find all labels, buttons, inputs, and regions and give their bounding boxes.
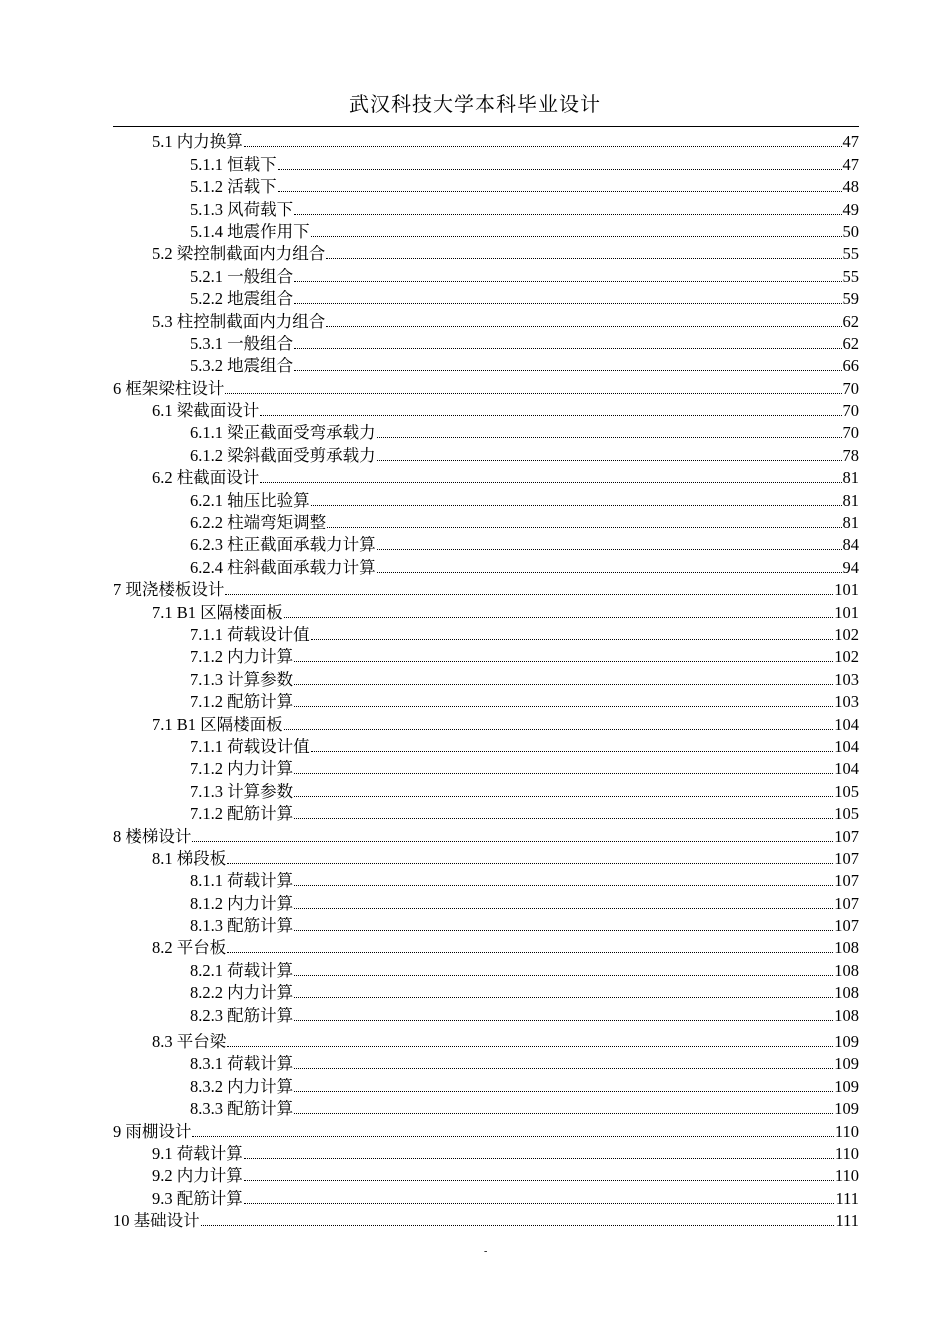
toc-entry-page-number: 108 bbox=[834, 983, 859, 1003]
toc-entry-title: 9.2 内力计算 bbox=[152, 1165, 243, 1187]
toc-entry-page-number: 102 bbox=[834, 624, 859, 644]
toc-entry[interactable] bbox=[113, 437, 859, 465]
toc-entry[interactable] bbox=[113, 930, 859, 958]
toc-entry-page-number: 110 bbox=[834, 1166, 859, 1186]
toc-entry-title: 5.3.2 地震组合 bbox=[190, 355, 293, 377]
toc-entry-title: 6.2 柱截面设计 bbox=[152, 467, 259, 489]
toc-entry-page-number: 105 bbox=[834, 804, 859, 824]
toc-entry[interactable] bbox=[113, 997, 859, 1025]
dot-leader bbox=[278, 169, 842, 192]
toc-entry-page-number: 70 bbox=[842, 423, 859, 443]
toc-entry[interactable] bbox=[113, 1113, 859, 1141]
toc-entry[interactable] bbox=[113, 460, 859, 488]
dot-leader bbox=[294, 191, 841, 214]
toc-entry-title: 5.3.1 一般组合 bbox=[190, 333, 293, 355]
dot-leader bbox=[225, 370, 841, 393]
toc-entry[interactable] bbox=[113, 841, 859, 868]
dot-leader bbox=[294, 348, 841, 371]
dot-leader bbox=[377, 415, 842, 438]
dot-leader bbox=[294, 1091, 833, 1114]
toc-entry-title: 8 楼梯设计 bbox=[113, 826, 191, 848]
toc-entry-page-number: 50 bbox=[842, 221, 859, 241]
dot-leader bbox=[377, 437, 842, 460]
toc-entry[interactable] bbox=[113, 885, 859, 913]
toc-entry-title: 5.1.4 地震作用下 bbox=[190, 221, 310, 243]
toc-entry-page-number: 109 bbox=[834, 1032, 859, 1052]
table-of-contents bbox=[113, 124, 859, 1231]
toc-entry[interactable] bbox=[113, 661, 859, 689]
toc-entry-title: 7.1.3 计算参数 bbox=[190, 781, 293, 803]
dot-leader bbox=[377, 549, 842, 572]
dot-leader bbox=[294, 885, 833, 908]
dot-leader bbox=[294, 997, 833, 1020]
toc-entry[interactable] bbox=[113, 706, 859, 734]
toc-entry-page-number: 111 bbox=[835, 1188, 859, 1208]
toc-entry-title: 8.1.3 配筋计算 bbox=[190, 915, 293, 937]
toc-entry-title: 7.1 B1 区隔楼面板 bbox=[152, 714, 283, 736]
toc-entry[interactable] bbox=[113, 146, 859, 174]
toc-entry[interactable] bbox=[113, 1203, 859, 1231]
toc-entry[interactable] bbox=[113, 348, 859, 376]
toc-entry-title: 5.1 内力换算 bbox=[152, 131, 243, 153]
dot-leader bbox=[294, 684, 833, 707]
toc-entry[interactable] bbox=[113, 975, 859, 1003]
toc-entry-title: 5.2 梁控制截面内力组合 bbox=[152, 243, 325, 265]
toc-entry[interactable] bbox=[113, 908, 859, 936]
toc-entry[interactable] bbox=[113, 1091, 859, 1119]
toc-entry[interactable] bbox=[113, 1068, 859, 1096]
dot-leader bbox=[244, 1158, 834, 1181]
toc-entry[interactable] bbox=[113, 1136, 859, 1163]
toc-entry[interactable] bbox=[113, 258, 859, 286]
dot-leader bbox=[294, 281, 841, 304]
dot-leader bbox=[227, 841, 833, 864]
toc-entry-title: 8.1 梯段板 bbox=[152, 848, 226, 870]
toc-entry[interactable] bbox=[113, 818, 859, 846]
dot-leader bbox=[227, 930, 833, 953]
toc-entry-page-number: 81 bbox=[842, 513, 859, 533]
toc-entry-page-number: 94 bbox=[842, 557, 859, 577]
toc-entry[interactable] bbox=[113, 952, 859, 980]
dot-leader bbox=[284, 594, 834, 617]
toc-entry-page-number: 84 bbox=[842, 535, 859, 555]
toc-entry-page-number: 66 bbox=[842, 356, 859, 376]
toc-entry[interactable] bbox=[113, 594, 859, 622]
toc-entry[interactable] bbox=[113, 1046, 859, 1074]
toc-entry-title: 8.3.3 配筋计算 bbox=[190, 1098, 293, 1120]
toc-entry-page-number: 78 bbox=[842, 445, 859, 465]
toc-entry-page-number: 109 bbox=[834, 1099, 859, 1119]
toc-entry-page-number: 105 bbox=[834, 781, 859, 801]
toc-entry-title: 8.1.1 荷载计算 bbox=[190, 870, 293, 892]
toc-entry-title: 8.2 平台板 bbox=[152, 937, 226, 959]
toc-entry[interactable] bbox=[113, 527, 859, 555]
toc-entry-title: 7 现浇楼板设计 bbox=[113, 579, 224, 601]
toc-entry-title: 7.1.3 计算参数 bbox=[190, 669, 293, 691]
toc-entry-page-number: 102 bbox=[834, 647, 859, 667]
page-header-title: 武汉科技大学本科毕业设计 bbox=[349, 94, 601, 116]
toc-entry-page-number: 59 bbox=[842, 289, 859, 309]
dot-leader bbox=[326, 303, 841, 326]
toc-entry-page-number: 107 bbox=[834, 848, 859, 868]
toc-entry-page-number: 110 bbox=[834, 1121, 859, 1141]
dot-leader bbox=[294, 326, 841, 349]
toc-entry-title: 8.2.2 内力计算 bbox=[190, 982, 293, 1004]
toc-entry-title: 8.3.1 荷载计算 bbox=[190, 1053, 293, 1075]
dot-leader bbox=[294, 773, 833, 796]
toc-entry-title: 6.1 梁截面设计 bbox=[152, 400, 259, 422]
toc-entry-page-number: 48 bbox=[842, 177, 859, 197]
toc-entry-page-number: 111 bbox=[835, 1211, 859, 1231]
dot-leader bbox=[294, 863, 833, 886]
toc-entry-title: 5.2.2 地震组合 bbox=[190, 288, 293, 310]
toc-entry[interactable] bbox=[113, 572, 859, 600]
toc-entry[interactable] bbox=[113, 549, 859, 577]
toc-entry-page-number: 108 bbox=[834, 1005, 859, 1025]
toc-entry[interactable] bbox=[113, 370, 859, 398]
dot-leader bbox=[294, 908, 833, 931]
dot-leader bbox=[294, 661, 833, 684]
toc-entry-title: 8.2.1 荷载计算 bbox=[190, 960, 293, 982]
dot-leader bbox=[227, 1024, 833, 1047]
toc-entry[interactable] bbox=[113, 773, 859, 801]
dot-leader bbox=[311, 482, 842, 505]
dot-leader bbox=[311, 729, 834, 752]
toc-entry[interactable] bbox=[113, 482, 859, 510]
dot-leader bbox=[284, 706, 834, 729]
toc-entry[interactable] bbox=[113, 505, 859, 533]
toc-entry-title: 5.3 柱控制截面内力组合 bbox=[152, 311, 325, 333]
toc-entry-page-number: 103 bbox=[834, 669, 859, 689]
toc-entry[interactable] bbox=[113, 1024, 859, 1052]
toc-entry[interactable] bbox=[113, 729, 859, 756]
toc-entry-title: 5.1.1 恒载下 bbox=[190, 154, 277, 176]
dot-leader bbox=[327, 505, 841, 528]
dot-leader bbox=[294, 1068, 833, 1091]
toc-entry[interactable] bbox=[113, 236, 859, 264]
toc-entry-page-number: 108 bbox=[834, 938, 859, 958]
dot-leader bbox=[377, 527, 842, 550]
toc-entry-title: 7.1.2 内力计算 bbox=[190, 758, 293, 780]
dot-leader bbox=[294, 796, 833, 819]
toc-entry-page-number: 107 bbox=[834, 916, 859, 936]
toc-entry-page-number: 47 bbox=[842, 132, 859, 152]
toc-entry-title: 8.3 平台梁 bbox=[152, 1031, 226, 1053]
toc-entry-title: 7.1.1 荷载设计值 bbox=[190, 736, 310, 758]
toc-entry-page-number: 55 bbox=[842, 244, 859, 264]
toc-entry-title: 10 基础设计 bbox=[113, 1210, 200, 1232]
toc-entry[interactable] bbox=[113, 303, 859, 331]
toc-entry-title: 5.1.3 风荷载下 bbox=[190, 199, 293, 221]
toc-entry-page-number: 104 bbox=[834, 759, 859, 779]
dot-leader bbox=[294, 975, 833, 998]
toc-entry-title: 9.3 配筋计算 bbox=[152, 1188, 243, 1210]
dot-leader bbox=[244, 1180, 835, 1203]
toc-entry-title: 6.2.3 柱正截面承载力计算 bbox=[190, 534, 376, 556]
toc-entry-title: 5.1.2 活载下 bbox=[190, 176, 277, 198]
dot-leader bbox=[192, 818, 833, 841]
toc-entry-title: 9.1 荷载计算 bbox=[152, 1143, 243, 1165]
toc-entry-title: 7.1.2 配筋计算 bbox=[190, 803, 293, 825]
toc-entry-title: 8.1.2 内力计算 bbox=[190, 893, 293, 915]
toc-entry-page-number: 104 bbox=[834, 714, 859, 734]
toc-entry[interactable] bbox=[113, 684, 859, 712]
toc-entry-page-number: 110 bbox=[834, 1143, 859, 1163]
toc-entry-page-number: 49 bbox=[842, 199, 859, 219]
dot-leader bbox=[260, 460, 841, 483]
toc-entry-title: 6.1.2 梁斜截面受剪承载力 bbox=[190, 445, 376, 467]
toc-entry-page-number: 101 bbox=[834, 580, 859, 600]
toc-entry-page-number: 107 bbox=[834, 893, 859, 913]
toc-entry[interactable] bbox=[113, 617, 859, 644]
toc-entry-page-number: 70 bbox=[842, 401, 859, 421]
toc-entry[interactable] bbox=[113, 796, 859, 824]
toc-entry-title: 7.1.2 内力计算 bbox=[190, 646, 293, 668]
toc-entry[interactable] bbox=[113, 124, 859, 152]
toc-entry[interactable] bbox=[113, 1158, 859, 1186]
toc-entry[interactable] bbox=[113, 169, 859, 197]
toc-entry-title: 6.2.2 柱端弯矩调整 bbox=[190, 512, 326, 534]
toc-entry[interactable] bbox=[113, 415, 859, 443]
toc-entry-title: 9 雨棚设计 bbox=[113, 1121, 191, 1143]
toc-entry-page-number: 81 bbox=[842, 468, 859, 488]
toc-entry-title: 8.3.2 内力计算 bbox=[190, 1076, 293, 1098]
toc-entry-title: 6.2.4 柱斜截面承载力计算 bbox=[190, 557, 376, 579]
toc-entry-title: 6 框架梁柱设计 bbox=[113, 378, 224, 400]
toc-entry-page-number: 103 bbox=[834, 692, 859, 712]
toc-entry-page-number: 81 bbox=[842, 490, 859, 510]
toc-entry[interactable] bbox=[113, 863, 859, 891]
toc-entry-title: 6.1.1 梁正截面受弯承载力 bbox=[190, 422, 376, 444]
toc-entry-title: 5.2.1 一般组合 bbox=[190, 266, 293, 288]
dot-leader bbox=[294, 258, 841, 281]
dot-leader bbox=[294, 751, 833, 774]
dot-leader bbox=[244, 1136, 834, 1159]
toc-entry-page-number: 104 bbox=[834, 736, 859, 756]
dot-leader bbox=[201, 1203, 835, 1226]
toc-entry[interactable] bbox=[113, 393, 859, 421]
toc-entry-title: 7.1.2 配筋计算 bbox=[190, 691, 293, 713]
toc-entry-page-number: 62 bbox=[842, 333, 859, 353]
toc-entry[interactable] bbox=[113, 751, 859, 779]
toc-entry-page-number: 55 bbox=[842, 266, 859, 286]
dot-leader bbox=[244, 124, 842, 147]
toc-entry-title: 8.2.3 配筋计算 bbox=[190, 1005, 293, 1027]
toc-entry-page-number: 109 bbox=[834, 1054, 859, 1074]
dot-leader bbox=[278, 146, 842, 169]
dot-leader bbox=[326, 236, 841, 259]
toc-entry[interactable] bbox=[113, 214, 859, 241]
dot-leader bbox=[294, 952, 833, 975]
toc-entry[interactable] bbox=[113, 281, 859, 309]
dot-leader bbox=[260, 393, 841, 416]
toc-entry-title: 7.1 B1 区隔楼面板 bbox=[152, 602, 283, 624]
footer-page-mark: - bbox=[484, 1246, 488, 1257]
dot-leader bbox=[294, 1046, 833, 1069]
toc-entry-page-number: 47 bbox=[842, 154, 859, 174]
dot-leader bbox=[311, 617, 834, 640]
toc-entry-page-number: 101 bbox=[834, 602, 859, 622]
dot-leader bbox=[311, 214, 842, 237]
toc-entry-page-number: 107 bbox=[834, 826, 859, 846]
toc-entry-page-number: 108 bbox=[834, 960, 859, 980]
toc-entry[interactable] bbox=[113, 1180, 859, 1208]
toc-entry-page-number: 70 bbox=[842, 378, 859, 398]
toc-entry[interactable] bbox=[113, 639, 859, 667]
toc-entry-title: 7.1.1 荷载设计值 bbox=[190, 624, 310, 646]
toc-entry-page-number: 109 bbox=[834, 1076, 859, 1096]
toc-entry-page-number: 107 bbox=[834, 871, 859, 891]
toc-entry-title: 6.2.1 轴压比验算 bbox=[190, 490, 310, 512]
dot-leader bbox=[294, 639, 833, 662]
toc-entry[interactable] bbox=[113, 326, 859, 353]
dot-leader bbox=[192, 1113, 833, 1136]
dot-leader bbox=[225, 572, 833, 595]
toc-entry[interactable] bbox=[113, 191, 859, 219]
toc-entry-page-number: 62 bbox=[842, 311, 859, 331]
